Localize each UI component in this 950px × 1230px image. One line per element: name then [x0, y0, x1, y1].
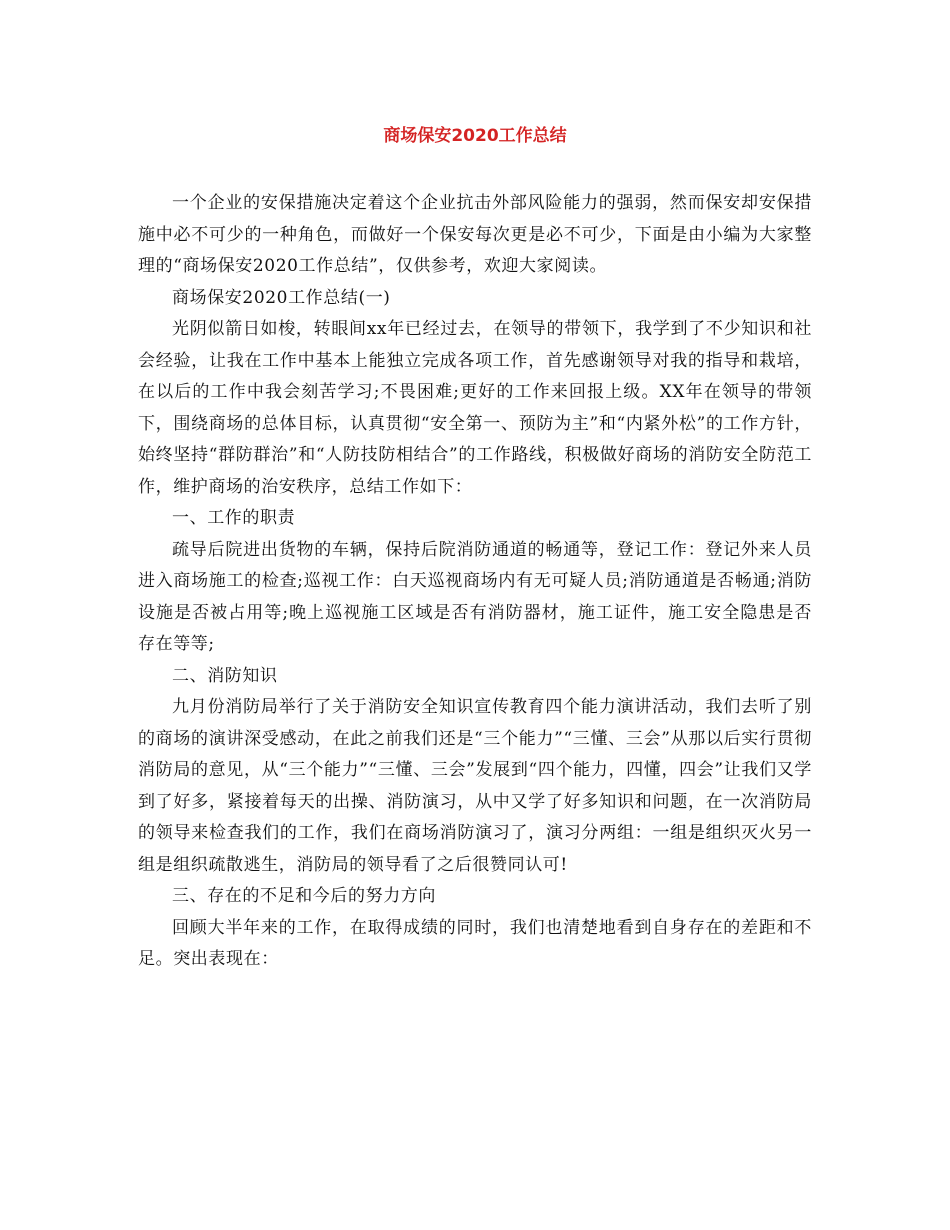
section-title-summary-one: 商场保安2020工作总结(一) [172, 287, 391, 308]
page-title: 商场保安2020工作总结 [383, 126, 567, 146]
section-heading-fire-knowledge: 二、消防知识 [172, 665, 278, 686]
intro-paragraph: 一个企业的安保措施决定着这个企业抗击外部风险能力的强弱，然而保安却安保措施中必不可少的一种角色，而做好一个保安每次更是必不可少，下面是由小编为大家整理的“商场保安2020工作总结”，仅供参考，欢迎大家阅读。 [138, 193, 812, 276]
document-body [138, 188, 812, 976]
body-paragraph: 光阴似箭日如梭，转眼间xx年已经过去，在领导的带领下，我学到了不少知识和社会经验，让我在工作中基本上能独立完成各项工作，首先感谢领导对我的指导和栽培，在以后的工作中我会刻苦学习;不畏困难;更好的工作来回报上级。XX年在领导的带领下，围绕商场的总体目标，认真贯彻“安全第一、预防为主”和“内紧外松”的工作方针，始终坚持“群防群治”和“人防技防相结合”的工作路线，积极做好商场的消防安全防范工作，维护商场的治安秩序，总结工作如下： [138, 319, 812, 497]
body-paragraph: 九月份消防局举行了关于消防安全知识宣传教育四个能力演讲活动，我们去听了别的商场的演讲深受感动，在此之前我们还是“三个能力”“三懂、三会”从那以后实行贯彻消防局的意见，从“三个能力”“三懂、三会”发展到“四个能力，四懂，四会”让我们又学到了好多，紧接着每天的出操、消防演习，从中又学了好多知识和问题，在一次消防局的领导来检查我们的工作，我们在商场消防演习了，演习分两组：一组是组织灭火另一组是组织疏散逃生，消防局的领导看了之后很赞同认可! [138, 697, 812, 875]
section-heading-duties: 一、工作的职责 [172, 508, 296, 528]
section-heading-shortcomings: 三、存在的不足和今后的努力方向 [172, 886, 436, 906]
body-paragraph: 疏导后院进出货物的车辆，保持后院消防通道的畅通等，登记工作：登记外来人员进入商场施工的检查;巡视工作：白天巡视商场内有无可疑人员;消防通道是否畅通;消防设施是否被占用等;晚上巡视施工区域是否有消防器材，施工证件，施工安全隐患是否存在等等; [138, 539, 812, 654]
body-paragraph: 回顾大半年来的工作，在取得成绩的同时，我们也清楚地看到自身存在的差距和不足。突出表现在： [138, 917, 812, 969]
